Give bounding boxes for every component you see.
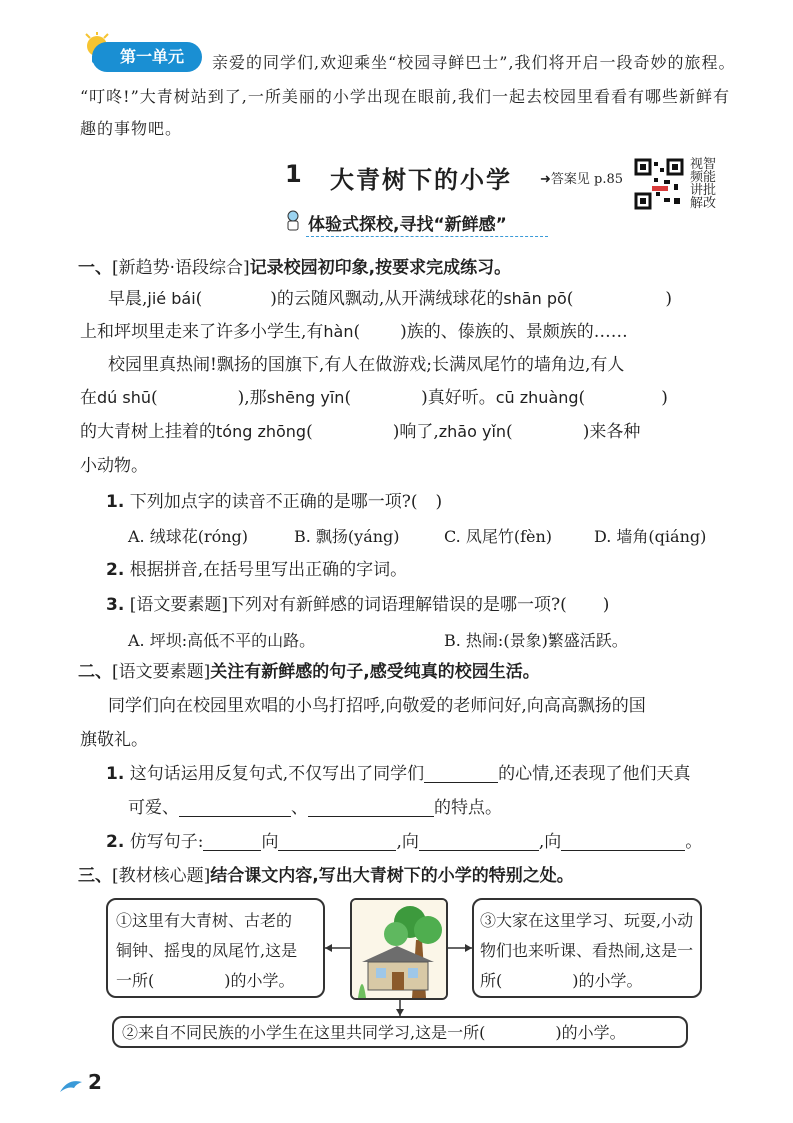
passage-line-3: 校园里真热闹!飘扬的国旗下,有人在做游戏;长满凤尾竹的墙角边,有人: [108, 355, 625, 375]
question-1-3: 3. [语文要素题]下列对有新鲜感的词语理解错误的是哪一项?( ): [106, 595, 610, 615]
section-3-header: 三、[教材核心题]结合课文内容,写出大青树下的小学的特别之处。: [78, 866, 574, 886]
question-2-1: 1. 这句话运用反复句式,不仅写出了同学们 的心情,还表现了他们天真: [106, 764, 691, 784]
intro-line-3: 趣的事物吧。: [80, 119, 183, 138]
q1-option-c[interactable]: C. 凤尾竹(fèn): [444, 527, 553, 546]
question-1-1: 1. 下列加点字的读音不正确的是哪一项?( ): [106, 492, 443, 512]
unit-badge: 第一单元: [92, 42, 202, 72]
intro-line-1: 亲爱的同学们,欢迎乘坐“校园寻鲜巴士”,我们将开启一段奇妙的旅程。: [212, 53, 736, 72]
page-number: 2: [88, 1070, 102, 1094]
passage-line-2: 上和坪坝里走来了许多小学生,有hàn( )族的、傣族的、景颇族的……: [80, 322, 628, 342]
feature-box-1: ①这里有大青树、古老的 铜钟、摇曳的凤尾竹,这是 一所( )的小学。: [106, 898, 325, 998]
q1-option-b[interactable]: B. 飘扬(yáng): [294, 527, 400, 546]
big-tree-school-image: [352, 900, 446, 998]
q3-option-b[interactable]: B. 热闹:(景象)繁盛活跃。: [444, 631, 628, 650]
section-2-header: 二、[语文要素题]关注有新鲜感的句子,感受纯真的校园生活。: [78, 662, 540, 682]
passage-line-6: 小动物。: [80, 456, 148, 476]
section-subtitle: 体验式探校,寻找“新鲜感”: [308, 215, 507, 235]
school-illustration: [350, 898, 448, 1000]
question-1-2: 2. 根据拼音,在括号里写出正确的字词。: [106, 560, 408, 580]
q3-option-a[interactable]: A. 坪坝:高低不平的山路。: [128, 631, 316, 650]
feature-box-2: ②来自不同民族的小学生在这里共同学习,这是一所( )的小学。: [112, 1016, 688, 1048]
passage-line-5: 的大青树上挂着的tóng zhōng( )响了,zhāo yǐn( )来各种: [80, 422, 641, 442]
section-1-header: 一、[新趋势·语段综合]记录校园初印象,按要求完成练习。: [78, 258, 512, 278]
section-2-passage-1: 同学们向在校园里欢唱的小鸟打招呼,向敬爱的老师问好,向高高飘扬的国: [108, 696, 646, 716]
question-2-1-cont: 可爱、 、 的特点。: [128, 798, 502, 818]
feature-box-3: ③大家在这里学习、玩耍,小动 物们也来听课、看热闹,这是一 所( )的小学。: [472, 898, 702, 998]
intro-line-2: “叮咚!”大青树站到了,一所美丽的小学出现在眼前,我们一起去校园里看看有哪些新鲜有: [80, 87, 730, 106]
passage-line-4: 在dú shū( ),那shēng yīn( )真好听。cū zhuàng( ): [80, 388, 668, 408]
lesson-title: 大青树下的小学: [330, 166, 512, 194]
lesson-number: 1: [285, 160, 302, 188]
section-2-passage-2: 旗敬礼。: [80, 730, 148, 750]
dolphin-icon: [58, 1076, 86, 1096]
q1-option-a[interactable]: A. 绒球花(róng): [128, 527, 249, 546]
video-explain-label: 视智 频能 讲批 解改: [690, 157, 717, 211]
answer-reference[interactable]: ➜答案见 p.85: [540, 172, 624, 187]
passage-line-1: 早晨,jié bái( )的云随风飘动,从开满绒球花的shān pō( ): [108, 289, 673, 309]
q1-option-d[interactable]: D. 墙角(qiáng): [594, 527, 707, 546]
question-2-2: 2. 仿写句子: 向 ,向 ,向 。: [106, 832, 703, 852]
